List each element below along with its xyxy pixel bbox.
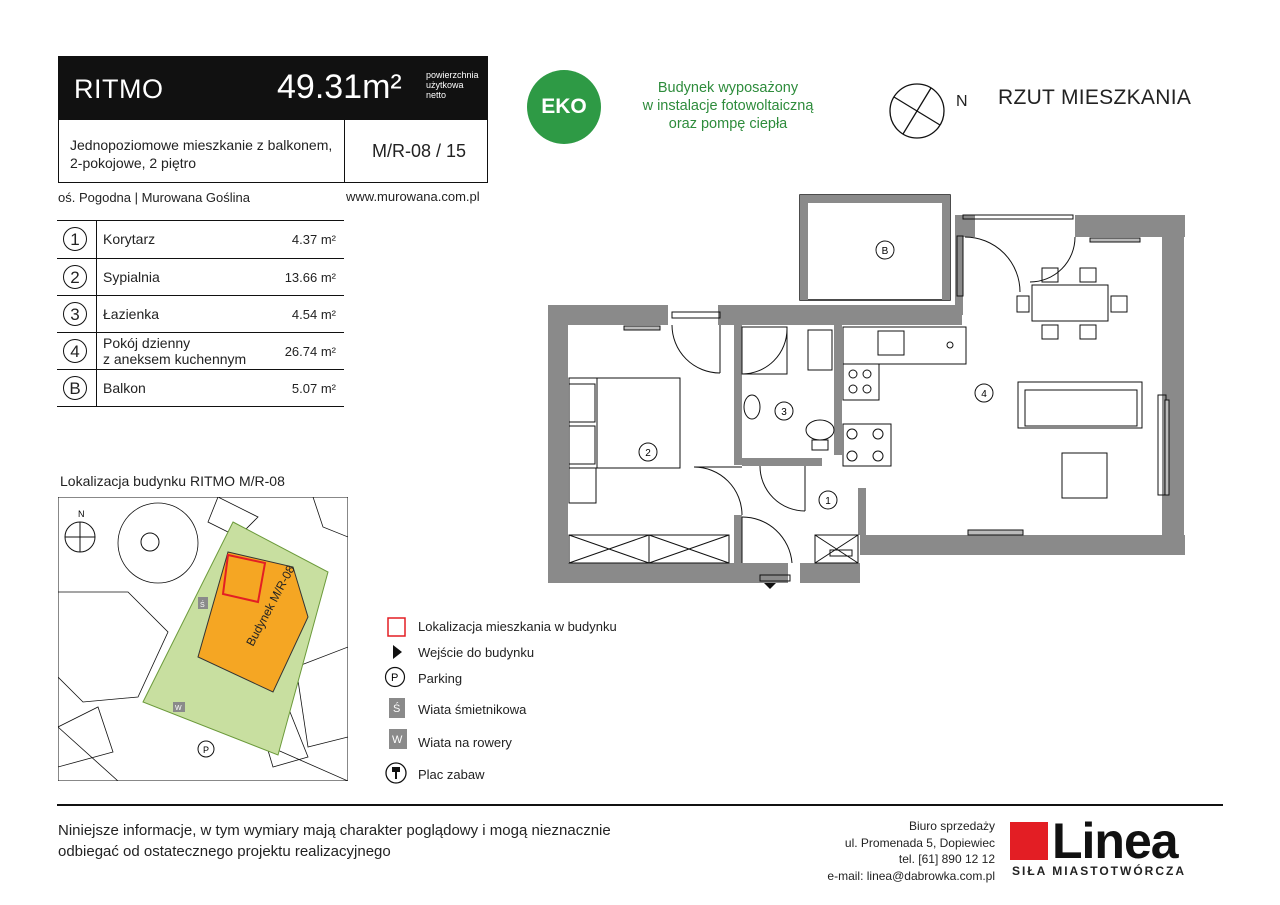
plan-label-b: B [881,246,889,257]
apartment-description [70,136,340,172]
area-note: powierzchnia użytkowa netto [426,70,479,100]
map-bike-symbol: W [175,705,182,712]
room-name: Sypialnia [103,269,160,285]
row-divider [96,296,97,332]
plan-label-2: 2 [645,448,651,459]
room-area: 4.54 m² [291,307,336,322]
legend-waste: Wiata śmietnikowa [418,702,527,717]
description-line: 2-pokojowe, 2 piętro [70,155,197,171]
waste-shelter-icon [388,697,406,719]
row-divider [96,259,97,295]
legend-bikes: Wiata na rowery [418,735,512,750]
plan-label-1: 1 [825,496,831,507]
disclaimer-line: odbiegać od ostatecznego projektu realizacyjnego [58,843,391,860]
office-phone[interactable]: tel. [61] 890 12 12 [898,852,995,866]
room-area: 5.07 m² [291,381,336,396]
map-bin-symbol: Ś [200,602,205,609]
wardrobe [569,535,858,563]
entrance-arrow-icon [764,583,776,589]
balcony [800,195,950,300]
parking-icon [384,666,406,688]
eko-line: oraz pompę ciepła [668,116,788,132]
svg-text:W: W [392,734,403,746]
room-number: 3 [63,302,87,326]
table-row [57,332,344,369]
sales-office [780,818,995,884]
playground-icon [384,761,408,785]
legend-parking: Parking [418,671,463,686]
table-row [57,295,344,332]
living-furniture [1017,268,1142,498]
red-outline-icon [387,617,407,637]
walls [548,215,1185,583]
compass-north-label: N [956,93,968,110]
plan-title: RZUT MIESZKANIA [998,86,1192,109]
project-name: RITMO [74,74,164,104]
entrance-arrow-icon [390,644,404,660]
logo-tagline: SIŁA MIASTOTWÓRCZA [1012,864,1186,878]
room-area: 4.37 m² [291,232,336,247]
map-parking-symbol: P [203,745,210,755]
footer-divider [57,804,1223,806]
map-north-label: N [78,509,85,519]
location-text: oś. Pogodna | Murowana Goślina [58,190,250,205]
plan-label-3: 3 [781,407,787,418]
location-map-title: Lokalizacja budynku RITMO M/R-08 [60,473,285,489]
disclaimer-line: Niniejsze informacje, w tym wymiary mają charakter poglądowy i mogą nieznacznie [58,822,611,839]
building-label: Budynek M/R-08 [243,562,298,649]
room-name: Balkon [103,380,146,396]
office-address: ul. Promenada 5, Dopiewiec [844,835,995,850]
plan-label-4: 4 [981,389,987,400]
room-number: 1 [63,227,87,251]
room-name-line: Pokój dzienny [103,335,191,351]
header-divider [344,120,345,183]
room-number: 4 [63,339,87,363]
description-line: Jednopoziomowe mieszkanie z balkonem, [70,137,333,153]
legend-entrance: Wejście do budynku [418,645,535,660]
disclaimer [58,820,618,862]
room-table [57,220,344,407]
svg-text:Ś: Ś [393,703,401,715]
table-row [57,258,344,295]
apartment-code: M/R-08 / 15 [372,141,467,161]
bed [569,378,680,503]
room-area: 26.74 m² [284,344,336,359]
office-email[interactable]: e-mail: linea@dabrowka.com.pl [827,868,995,883]
room-name [103,335,246,367]
eko-line: Budynek wyposażony [657,80,799,96]
legend-apartment-location: Lokalizacja mieszkania w budynku [418,619,617,634]
legend-playground: Plac zabaw [418,767,485,782]
kitchen-fixtures [843,327,966,466]
office-title: Biuro sprzedaży [908,819,995,833]
room-name: Korytarz [103,231,156,247]
eko-line: w instalacje fotowoltaiczną [642,98,814,114]
room-name-line: z aneksem kuchennym [103,351,247,367]
location-map [58,497,348,781]
compass-icon [888,82,948,142]
room-number: 2 [63,265,87,289]
table-row [57,221,344,258]
eko-badge: EKO [527,70,601,144]
logo-mark [1010,822,1048,860]
website-link[interactable]: www.murowana.com.pl [346,189,480,204]
room-area: 13.66 m² [284,270,336,285]
floor-plan [540,185,1200,605]
bathroom-fixtures [742,327,834,450]
row-divider [96,333,97,369]
apartment-area: 49.31m² [277,68,402,106]
bike-shelter-icon [388,728,408,750]
svg-text:P: P [391,672,399,684]
room-number: B [63,376,87,400]
logo-wordmark: Linea [1052,813,1178,869]
room-labels [639,241,993,509]
row-divider [96,221,97,258]
table-row [57,369,344,406]
eko-description [628,79,828,133]
room-name: Łazienka [103,306,160,322]
row-divider [96,370,97,406]
